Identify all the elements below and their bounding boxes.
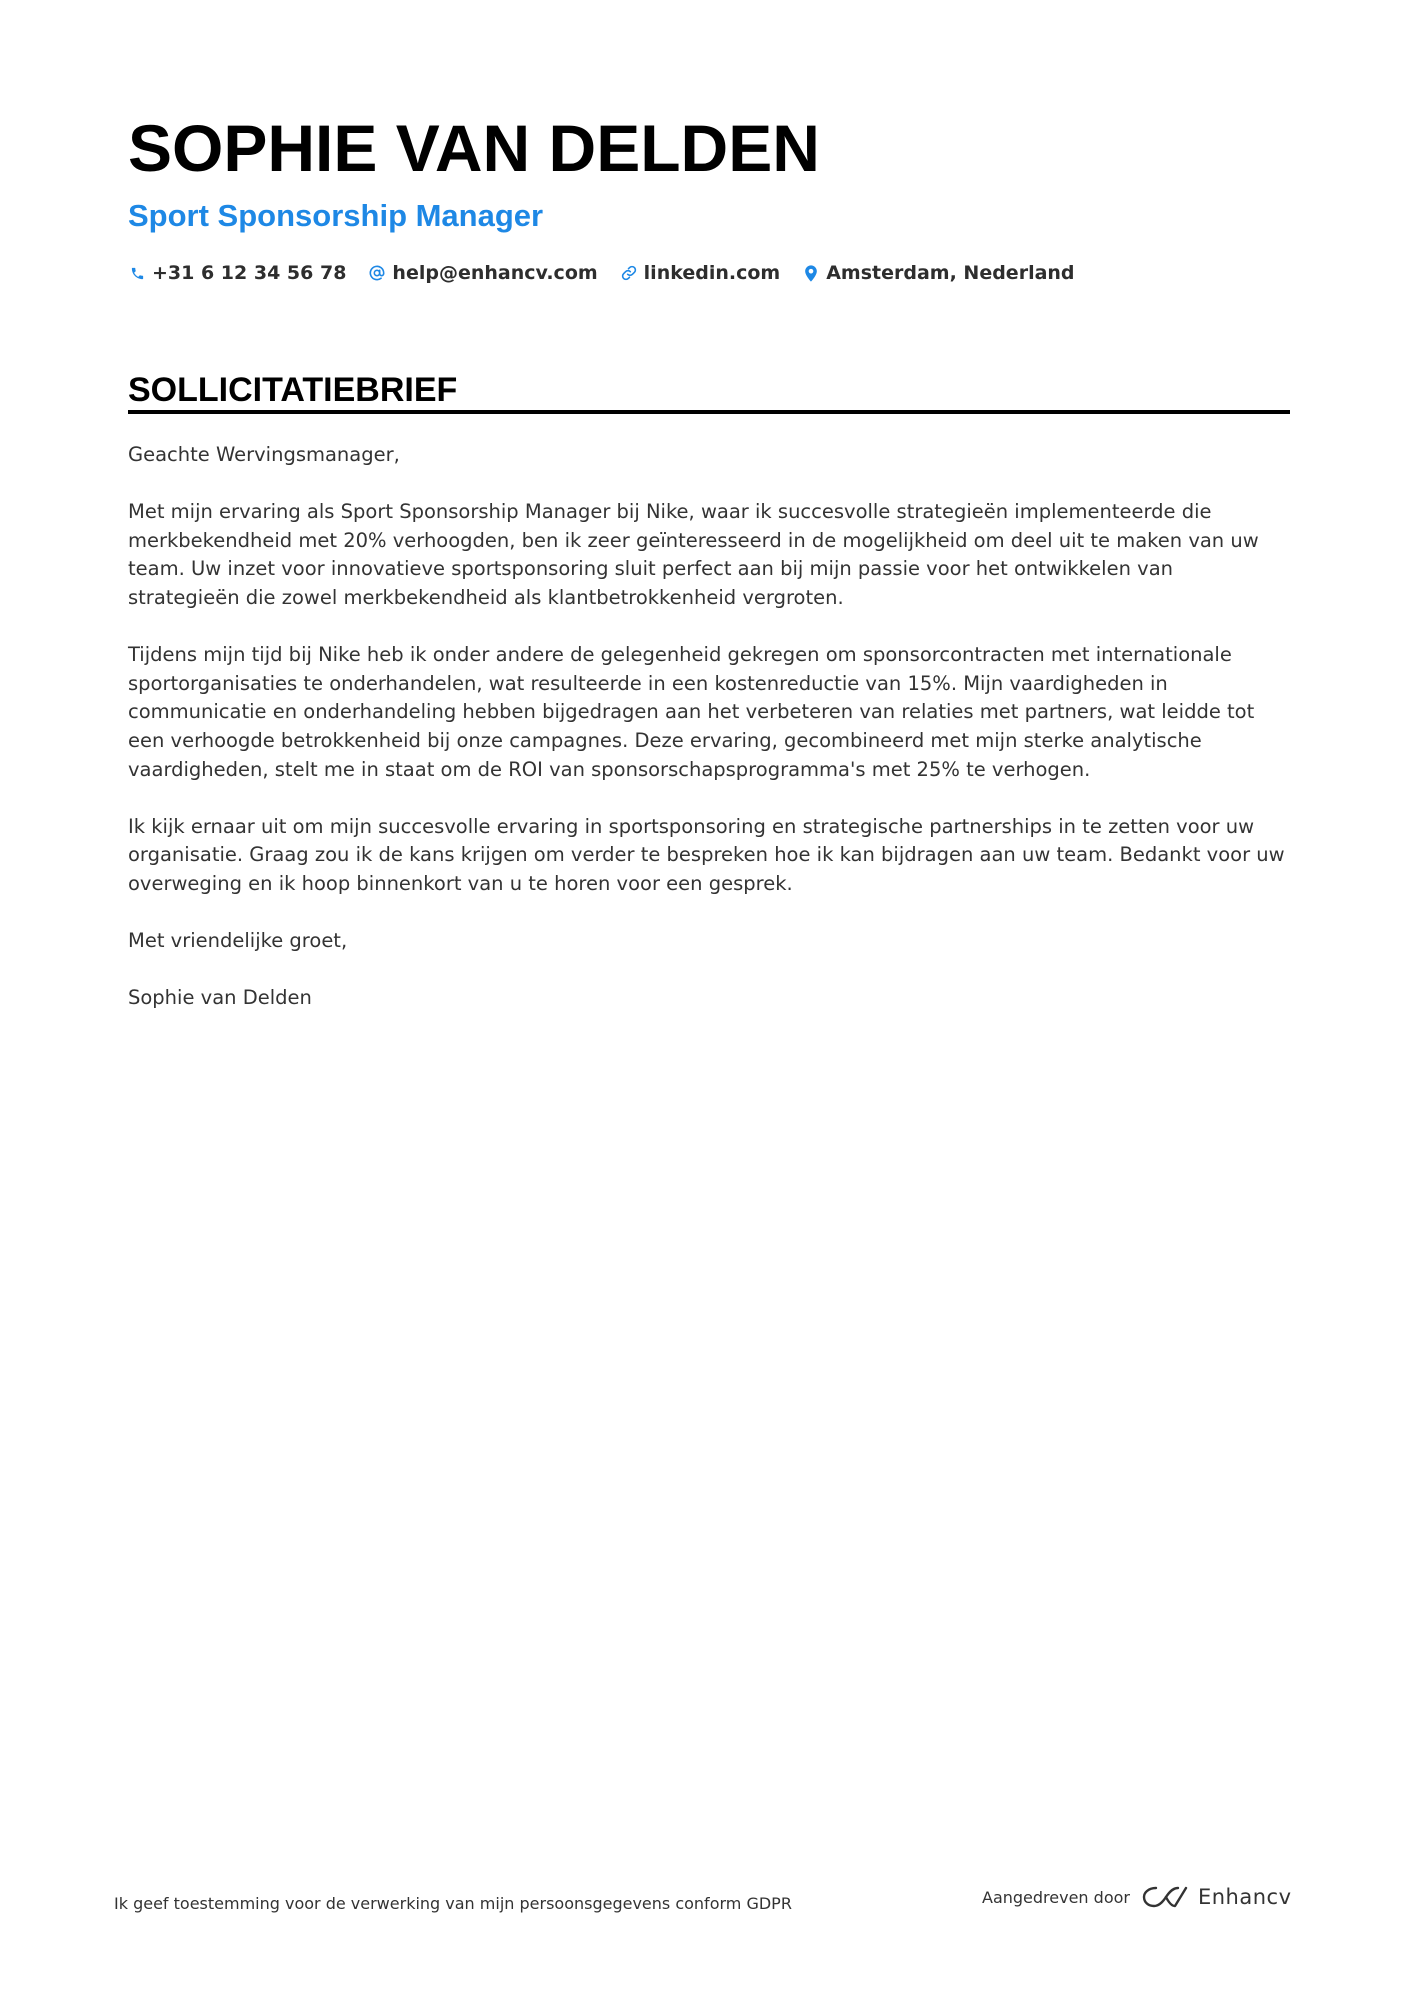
letter-paragraph: Tijdens mijn tijd bij Nike heb ik onder andere de gelegenheid gekregen om sponsorcontracten met internationale sportorganisaties te onderhandelen, wat resulteerde in een kostenreductie van 15%. Mijn vaardigheden in communicatie en onderhandeling hebben bijgedragen aan het verbeteren van relaties met partners, wat leidde tot een verhoogde betrokkenheid bij onze campagnes. Deze ervaring, gecombineerd met mijn sterke analytische vaardigheden, stelt me in staat om de ROI van sponsorschapsprogramma's met 25% te verhogen. [128,643,1255,781]
letter-body [128,441,1290,1041]
letter-paragraph: Met mijn ervaring als Sport Sponsorship Manager bij Nike, waar ik succesvolle strategieën implementeerde die merkbekendheid met 20% verhoogden, ben ik zeer geïnteresseerd in de mogelijkheid om deel uit te maken van uw team. Uw inzet voor innovatieve sportsponsoring sluit perfect aan bij mijn passie voor het ontwikkelen van strategieën die zowel merkbekendheid als klantbetrokkenheid vergroten. [128,500,1259,609]
letter-signature: Sophie van Delden [128,986,312,1010]
contact-phone[interactable] [128,262,346,284]
job-title: Sport Sponsorship Manager [128,198,544,233]
phone-number: +31 6 12 34 56 78 [152,262,347,284]
brand-name: Enhancv [1197,1885,1292,1909]
map-pin-icon [802,264,820,282]
email-address: help@enhancv.com [392,262,598,284]
contact-bar [128,262,1290,284]
link-icon [620,264,638,282]
section-title: SOLLICITATIEBRIEF [128,371,458,409]
letter-paragraph: Ik kijk ernaar uit om mijn succesvolle ervaring in sportsponsoring en strategische partnerships in te zetten voor uw organisatie. Graag zou ik de kans krijgen om verder te bespreken hoe ik kan bijdragen aan uw team. Bedankt voor uw overweging en ik hoop binnenkort van u te horen voor een gesprek. [128,814,1285,895]
location-text: Amsterdam, Nederland [826,262,1075,284]
letter-header [128,108,1290,284]
contact-location [802,262,1074,284]
powered-by-label: Aangedreven door [982,1887,1130,1907]
contact-linkedin[interactable] [620,262,781,284]
at-sign-icon [368,264,386,282]
phone-icon [128,264,146,282]
enhancv-logo-icon [1142,1884,1188,1910]
powered-by-badge[interactable] [982,1884,1292,1910]
applicant-name: SOPHIE VAN DELDEN [128,111,820,185]
letter-greeting: Geachte Wervingsmanager, [128,443,400,466]
gdpr-notice: Ik geef toestemming voor de verwerking van mijn persoonsgegevens conform GDPR [114,1894,792,1913]
section-divider [128,410,1290,414]
letter-closing: Met vriendelijke groet, [128,929,348,953]
linkedin-url: linkedin.com [643,262,781,284]
contact-email[interactable] [368,262,597,284]
